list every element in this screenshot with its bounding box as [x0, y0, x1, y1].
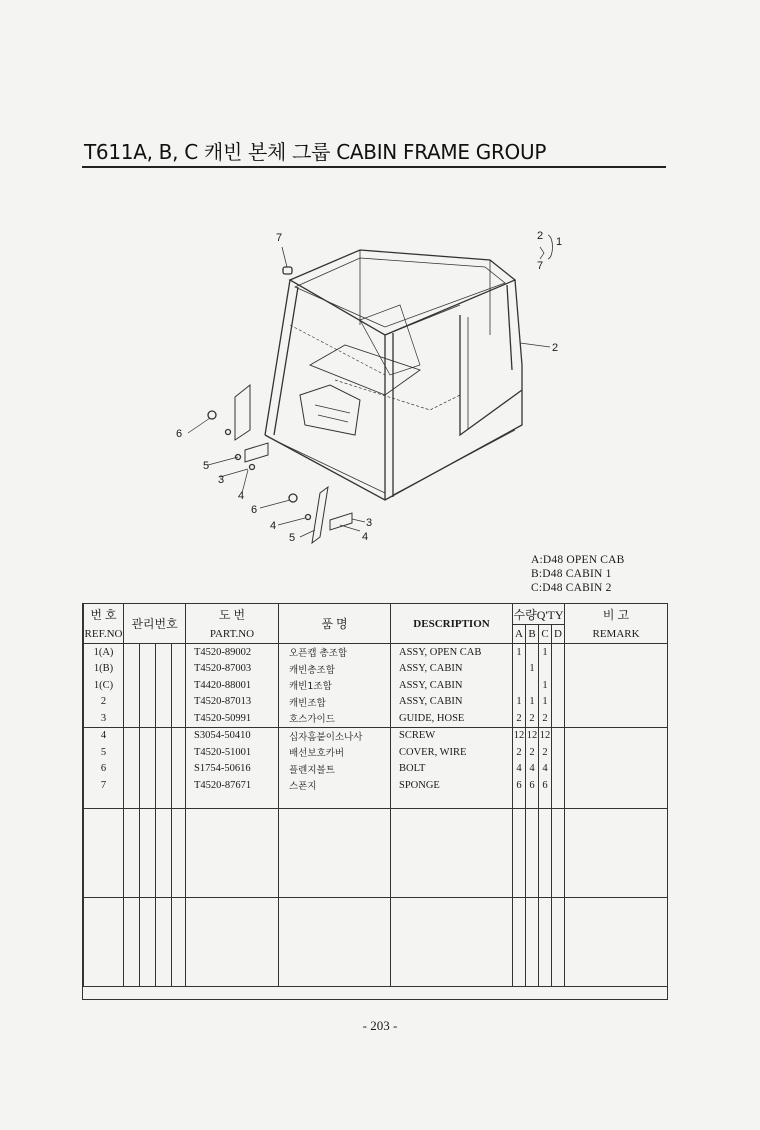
empty-cell [156, 794, 172, 809]
spacer-row [84, 794, 668, 809]
callout-7-top: 7 [276, 232, 283, 244]
callout-6: 6 [176, 428, 183, 440]
remark-cell [565, 661, 668, 678]
part-number-cell: T4520-87003 [186, 661, 279, 678]
description-cell: ASSY, CABIN [391, 694, 513, 711]
empty-cell [140, 897, 156, 986]
blank-row [84, 808, 668, 897]
qty-c-cell: 6 [539, 777, 552, 794]
empty-cell [172, 897, 186, 986]
qty-d-cell [552, 710, 565, 727]
part-header-kor: 도 번 [186, 604, 279, 625]
qty-c-cell: 4 [539, 761, 552, 778]
part-number-cell: T4520-87013 [186, 694, 279, 711]
mgmt-cell [124, 761, 140, 778]
table-row [84, 727, 668, 744]
empty-cell [186, 897, 279, 986]
mgmt-cell [156, 661, 172, 678]
empty-cell [513, 897, 526, 986]
mgmt-cell [156, 761, 172, 778]
korean-name-cell: 캐빈총조합 [279, 661, 391, 678]
callout-6b: 6 [251, 504, 258, 516]
description-cell: SPONGE [391, 777, 513, 794]
empty-cell [539, 808, 552, 897]
qty-d-cell [552, 777, 565, 794]
mgmt-cell [124, 694, 140, 711]
empty-cell [172, 794, 186, 809]
ref-cell: 1(C) [84, 677, 124, 694]
qty-a-cell: 2 [513, 744, 526, 761]
qty-b-cell: 1 [526, 661, 539, 678]
qty-b-cell: 1 [526, 694, 539, 711]
description-cell: ASSY, OPEN CAB [391, 644, 513, 661]
ref-cell: 3 [84, 710, 124, 727]
description-cell: ASSY, CABIN [391, 661, 513, 678]
mgmt-header: 관리번호 [124, 604, 186, 644]
empty-cell [124, 794, 140, 809]
mgmt-cell [156, 777, 172, 794]
blank-row [84, 897, 668, 986]
empty-cell [539, 794, 552, 809]
qty-b-cell: 4 [526, 761, 539, 778]
qty-b-cell [526, 644, 539, 661]
empty-cell [391, 794, 513, 809]
empty-cell [391, 808, 513, 897]
part-number-cell: T4420-88001 [186, 677, 279, 694]
remark-cell [565, 777, 668, 794]
page-title: T611A, B, C 캐빈 본체 그룹 CABIN FRAME GROUP [84, 140, 547, 164]
remark-cell [565, 644, 668, 661]
korean-name-cell: 배선보호카버 [279, 744, 391, 761]
description-cell: GUIDE, HOSE [391, 710, 513, 727]
mgmt-cell [156, 644, 172, 661]
qty-a-cell: 6 [513, 777, 526, 794]
mgmt-cell [156, 744, 172, 761]
description-header: DESCRIPTION [391, 604, 513, 644]
qty-header-kor: 수량 [513, 607, 537, 622]
empty-cell [84, 897, 124, 986]
description-cell: ASSY, CABIN [391, 677, 513, 694]
empty-cell [565, 794, 668, 809]
qty-b-cell [526, 677, 539, 694]
callout-4: 4 [238, 490, 245, 502]
qty-c-cell [539, 661, 552, 678]
mgmt-cell [156, 677, 172, 694]
mgmt-cell [124, 677, 140, 694]
mgmt-cell [140, 710, 156, 727]
mgmt-cell [172, 710, 186, 727]
ref-cell: 4 [84, 727, 124, 744]
mgmt-cell [124, 710, 140, 727]
mgmt-cell [124, 644, 140, 661]
qty-col-d: D [552, 625, 565, 644]
qty-header-eng: Q'TY [536, 607, 564, 622]
mgmt-cell [172, 644, 186, 661]
table-row [84, 744, 668, 761]
empty-cell [279, 808, 391, 897]
qty-a-cell: 1 [513, 694, 526, 711]
korean-name-cell: 캐빈조합 [279, 694, 391, 711]
table-row [84, 644, 668, 661]
qty-d-cell [552, 677, 565, 694]
empty-cell [552, 808, 565, 897]
mgmt-cell [140, 661, 156, 678]
qty-c-cell: 1 [539, 644, 552, 661]
mgmt-cell [172, 777, 186, 794]
empty-cell [186, 808, 279, 897]
empty-cell [124, 897, 140, 986]
description-cell: SCREW [391, 727, 513, 744]
empty-cell [513, 794, 526, 809]
title-underline [82, 166, 666, 168]
qty-a-cell: 1 [513, 644, 526, 661]
ref-cell: 6 [84, 761, 124, 778]
part-number-cell: S3054-50410 [186, 727, 279, 744]
mgmt-cell [140, 761, 156, 778]
qty-d-cell [552, 694, 565, 711]
mgmt-cell [156, 710, 172, 727]
remark-header-kor: 비 고 [565, 604, 668, 625]
qty-a-cell [513, 677, 526, 694]
remark-cell [565, 710, 668, 727]
table-row [84, 694, 668, 711]
empty-cell [539, 897, 552, 986]
name-header: 품 명 [279, 604, 391, 644]
qty-c-cell: 1 [539, 694, 552, 711]
empty-cell [565, 897, 668, 986]
ref-cell: 7 [84, 777, 124, 794]
description-cell: COVER, WIRE [391, 744, 513, 761]
korean-name-cell: 십자홈붙이소나사 [279, 727, 391, 744]
qty-b-cell: 6 [526, 777, 539, 794]
qty-header [513, 604, 565, 625]
qty-c-cell: 2 [539, 710, 552, 727]
model-legend [531, 553, 625, 595]
callout-2-right: 2 [552, 342, 559, 354]
ref-header-eng: REF.NO [84, 625, 124, 644]
qty-d-cell [552, 727, 565, 744]
empty-cell [526, 808, 539, 897]
ref-cell: 2 [84, 694, 124, 711]
mgmt-cell [172, 727, 186, 744]
qty-d-cell [552, 661, 565, 678]
empty-cell [552, 794, 565, 809]
mgmt-cell [140, 777, 156, 794]
empty-cell [84, 808, 124, 897]
legend-item: A:D48 OPEN CAB [531, 554, 625, 566]
callout-7-right: 7 [537, 260, 544, 272]
callout-1: 1 [556, 236, 563, 248]
mgmt-cell [124, 727, 140, 744]
legend-item: B:D48 CABIN 1 [531, 568, 612, 580]
empty-cell [279, 794, 391, 809]
qty-col-b: B [526, 625, 539, 644]
mgmt-cell [140, 644, 156, 661]
qty-b-cell: 2 [526, 744, 539, 761]
remark-cell [565, 744, 668, 761]
remark-header-eng: REMARK [565, 625, 668, 644]
cabin-frame-diagram [160, 225, 600, 555]
table-row [84, 661, 668, 678]
remark-cell [565, 761, 668, 778]
empty-cell [172, 808, 186, 897]
empty-cell [526, 794, 539, 809]
qty-a-cell: 12 [513, 727, 526, 744]
mgmt-cell [172, 744, 186, 761]
callout-3: 3 [218, 474, 225, 486]
korean-name-cell: 호스가이드 [279, 710, 391, 727]
mgmt-cell [172, 661, 186, 678]
table-row [84, 777, 668, 794]
korean-name-cell: 플렌지볼트 [279, 761, 391, 778]
part-number-cell: S1754-50616 [186, 761, 279, 778]
callout-2-top: 2 [537, 230, 544, 242]
ref-cell: 1(A) [84, 644, 124, 661]
qty-d-cell [552, 744, 565, 761]
callout-5: 5 [203, 460, 210, 472]
part-number-cell: T4520-51001 [186, 744, 279, 761]
mgmt-cell [156, 694, 172, 711]
qty-c-cell: 2 [539, 744, 552, 761]
table-row [84, 677, 668, 694]
empty-cell [156, 897, 172, 986]
callout-4b: 4 [270, 520, 277, 532]
empty-cell [513, 808, 526, 897]
empty-cell [156, 808, 172, 897]
ref-header-kor: 번 호 [84, 604, 124, 625]
empty-cell [526, 897, 539, 986]
korean-name-cell: 오픈캡 총조합 [279, 644, 391, 661]
callout-3b: 3 [366, 517, 373, 529]
mgmt-cell [140, 694, 156, 711]
qty-a-cell: 2 [513, 710, 526, 727]
qty-b-cell: 12 [526, 727, 539, 744]
qty-d-cell [552, 644, 565, 661]
mgmt-cell [124, 777, 140, 794]
mgmt-cell [140, 744, 156, 761]
qty-b-cell: 2 [526, 710, 539, 727]
mgmt-cell [172, 677, 186, 694]
mgmt-cell [140, 677, 156, 694]
mgmt-cell [124, 661, 140, 678]
mgmt-cell [172, 761, 186, 778]
part-number-cell: T4520-87671 [186, 777, 279, 794]
qty-a-cell: 4 [513, 761, 526, 778]
mgmt-cell [172, 694, 186, 711]
qty-a-cell [513, 661, 526, 678]
empty-cell [140, 794, 156, 809]
ref-cell: 1(B) [84, 661, 124, 678]
remark-cell [565, 727, 668, 744]
callout-5b: 5 [289, 532, 296, 544]
mgmt-cell [156, 727, 172, 744]
empty-cell [279, 897, 391, 986]
part-number-cell: T4520-50991 [186, 710, 279, 727]
qty-c-cell: 12 [539, 727, 552, 744]
empty-cell [552, 897, 565, 986]
part-header-eng: PART.NO [186, 625, 279, 644]
callout-4c: 4 [362, 531, 369, 543]
qty-col-a: A [513, 625, 526, 644]
table-row [84, 710, 668, 727]
empty-cell [391, 897, 513, 986]
ref-cell: 5 [84, 744, 124, 761]
table-row [84, 761, 668, 778]
qty-d-cell [552, 761, 565, 778]
description-cell: BOLT [391, 761, 513, 778]
part-number-cell: T4520-89002 [186, 644, 279, 661]
empty-cell [84, 794, 124, 809]
empty-cell [124, 808, 140, 897]
mgmt-cell [124, 744, 140, 761]
empty-cell [186, 794, 279, 809]
remark-cell [565, 694, 668, 711]
page-number: - 203 - [362, 1018, 398, 1033]
korean-name-cell: 스폰지 [279, 777, 391, 794]
legend-item: C:D48 CABIN 2 [531, 582, 612, 594]
empty-cell [565, 808, 668, 897]
korean-name-cell: 캐빈1조합 [279, 677, 391, 694]
parts-table [82, 603, 668, 1000]
qty-col-c: C [539, 625, 552, 644]
mgmt-cell [140, 727, 156, 744]
remark-cell [565, 677, 668, 694]
qty-c-cell: 1 [539, 677, 552, 694]
empty-cell [140, 808, 156, 897]
